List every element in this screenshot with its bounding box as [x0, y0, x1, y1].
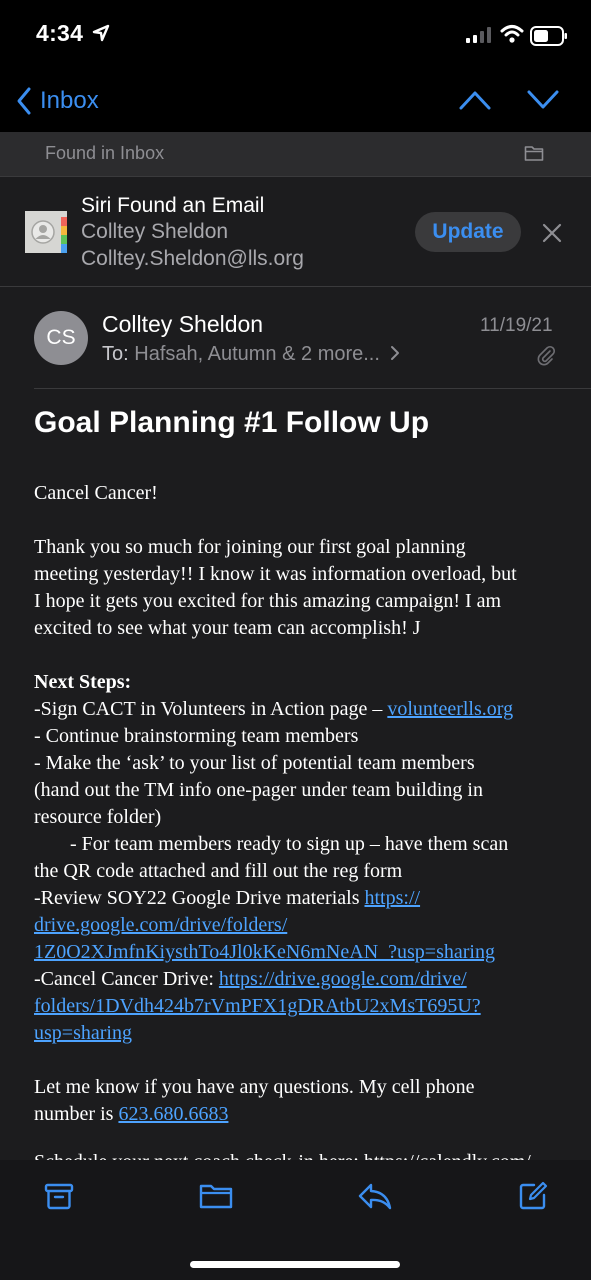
message-date: 11/19/21 — [480, 315, 553, 336]
to-label: To: — [102, 343, 129, 365]
chevron-left-icon — [16, 87, 32, 115]
closing-line: Let me know if you have any questions. My cell phone — [34, 1076, 475, 1098]
contacts-app-icon — [25, 211, 67, 253]
paperclip-icon — [537, 345, 555, 365]
back-to-inbox-button[interactable] — [16, 84, 99, 118]
phone-number-link[interactable]: 623.680.6683 — [118, 1103, 229, 1125]
header-divider — [34, 388, 591, 389]
thanks-line: I hope it gets you excited for this amazing campaign! I am — [34, 590, 502, 612]
link-line — [34, 993, 564, 1020]
step-item: (hand out the TM info one-pager under team building in — [34, 779, 483, 801]
wifi-icon — [500, 24, 524, 44]
update-contact-button[interactable]: Update — [415, 212, 521, 252]
step-item — [34, 885, 564, 912]
chevron-right-icon — [390, 345, 400, 361]
reply-icon[interactable] — [357, 1180, 393, 1212]
step-text: -Review SOY22 Google Drive materials — [34, 887, 365, 909]
closing-text: number is — [34, 1103, 119, 1125]
step-item: resource folder) — [34, 806, 162, 828]
link-line — [34, 1020, 564, 1047]
siri-contact-name: Colltey Sheldon — [81, 220, 229, 243]
sender-avatar[interactable]: CS — [34, 311, 88, 365]
message-body — [34, 480, 564, 1128]
drive-materials-link[interactable]: https:// — [364, 887, 421, 909]
recipients-line[interactable] — [102, 343, 400, 366]
found-in-inbox-label: Found in Inbox — [45, 143, 165, 163]
step-text: -Cancel Cancer Drive: — [34, 968, 219, 990]
drive-materials-link[interactable]: 1Z0O2XJmfnKiysthTo4Jl0kKeN6mNeAN_?usp=sharing — [34, 941, 495, 963]
location-arrow-icon — [92, 24, 110, 42]
link-line — [34, 939, 564, 966]
cut-off-body-line — [34, 1150, 564, 1160]
greeting: Cancel Cancer! — [34, 482, 158, 504]
drive-materials-link[interactable]: drive.google.com/drive/folders/ — [34, 914, 288, 936]
recipients-list: Hafsah, Autumn & 2 more... — [134, 343, 380, 365]
volunteer-link[interactable]: volunteerlls.org — [387, 698, 514, 720]
thanks-line: meeting yesterday!! I know it was information overload, but — [34, 563, 517, 585]
next-message-chevron-down-icon[interactable] — [526, 86, 560, 114]
step-item — [34, 966, 564, 993]
sub-step-item: - For team members ready to sign up – have them scan — [70, 833, 509, 855]
compose-icon[interactable] — [517, 1180, 549, 1212]
cellular-signal-icon — [466, 27, 492, 43]
thanks-line: Thank you so much for joining our first goal planning — [34, 536, 466, 558]
thanks-line: excited to see what your team can accomplish! J — [34, 617, 421, 639]
previous-message-chevron-up-icon[interactable] — [458, 86, 492, 114]
closing-line — [34, 1101, 564, 1128]
message-subject: Goal Planning #1 Follow Up — [34, 406, 430, 439]
siri-contact-email: Colltey.Sheldon@lls.org — [81, 247, 304, 270]
cancel-cancer-drive-link[interactable]: usp=sharing — [34, 1022, 132, 1044]
cancel-cancer-drive-link[interactable]: https://drive.google.com/drive/ — [218, 968, 467, 990]
move-to-folder-icon[interactable] — [198, 1180, 234, 1212]
step-text: -Sign CACT in Volunteers in Action page – — [34, 698, 388, 720]
step-item: - Make the ‘ask’ to your list of potential team members — [34, 752, 475, 774]
sub-step-item: the QR code attached and fill out the reg form — [34, 860, 403, 882]
close-icon[interactable] — [541, 222, 563, 244]
step-item — [34, 696, 564, 723]
next-steps-heading: Next Steps: — [34, 671, 132, 693]
step-item: - Continue brainstorming team members — [34, 725, 359, 747]
cancel-cancer-drive-link[interactable]: folders/1DVdh424b7rVmPFX1gDRAtbU2xMsT695U? — [34, 995, 481, 1017]
home-indicator — [190, 1261, 400, 1268]
sender-name[interactable]: Colltey Sheldon — [102, 311, 264, 337]
status-time: 4:34 — [36, 20, 84, 46]
link-line — [34, 912, 564, 939]
back-label: Inbox — [40, 87, 99, 114]
siri-found-email-title: Siri Found an Email — [81, 194, 265, 217]
battery-icon — [530, 26, 568, 46]
folder-icon[interactable] — [524, 144, 544, 162]
archive-icon[interactable] — [43, 1180, 75, 1212]
